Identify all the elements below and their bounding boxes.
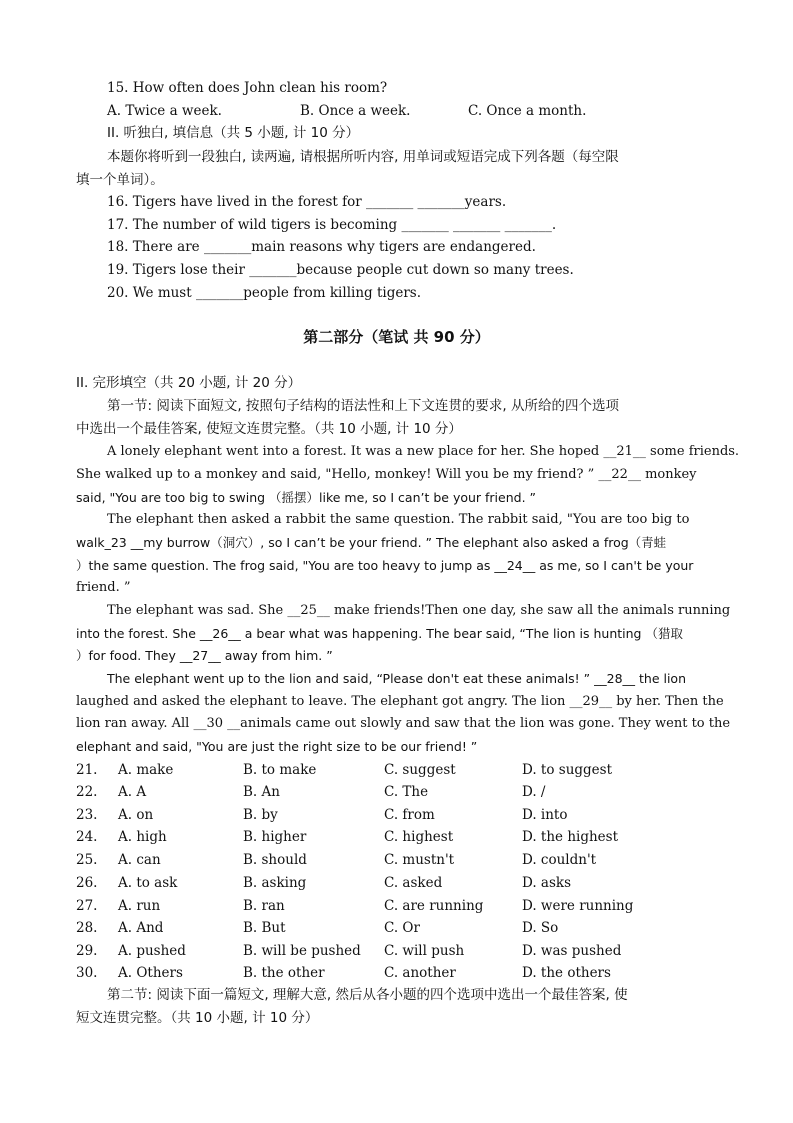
passage-line: A lonely elephant went into a forest. It was a new place for her. She hoped __21__ some friends. bbox=[107, 444, 740, 459]
cloze-option-b: B. should bbox=[243, 852, 307, 868]
passage-line: said, "You are too big to swing （摇摆）like me, so I can’t be your friend. ” bbox=[76, 490, 537, 505]
cloze-option-b: B. by bbox=[243, 807, 278, 823]
passage-line: ）the same question. The frog said, "You are too heavy to jump as __24__ as me, so I can't be your bbox=[76, 558, 694, 573]
blank-question-20: 20. We must _______people from killing tigers. bbox=[107, 285, 422, 301]
cloze-option-a: A. on bbox=[118, 807, 154, 823]
cloze-question-number: 28. bbox=[76, 920, 98, 936]
cloze-option-b: B. will be pushed bbox=[243, 943, 361, 959]
blank-question-16: 16. Tigers have lived in the forest for _______ _______years. bbox=[107, 194, 507, 210]
cloze-option-c: C. asked bbox=[384, 875, 443, 891]
cloze-option-b: B. higher bbox=[243, 829, 307, 845]
cloze-option-c: C. The bbox=[384, 784, 429, 800]
cloze-option-b: B. ran bbox=[243, 898, 285, 914]
passage-line: elephant and said, "You are just the right size to be our friend! ” bbox=[76, 739, 478, 754]
cloze-option-d: D. were running bbox=[522, 898, 634, 914]
cloze-option-a: A. can bbox=[118, 852, 161, 868]
passage-line: into the forest. She __26__ a bear what was happening. The bear said, “The lion is hunting （猎取 bbox=[76, 626, 683, 641]
cloze-option-a: A. A bbox=[118, 784, 147, 800]
passage-line: The elephant went up to the lion and said, “Please don't eat these animals! ” __28__ the lion bbox=[107, 671, 686, 686]
cloze-option-c: C. are running bbox=[384, 898, 484, 914]
passage-line: ）for food. They __27__ away from him. ” bbox=[76, 648, 333, 663]
cloze-option-d: D. was pushed bbox=[522, 943, 622, 959]
q15-option-a: A. Twice a week. bbox=[107, 103, 222, 119]
cloze-section1-instruction-cont: 中选出一个最佳答案, 使短文连贯完整。（共 10 小题, 计 10 分） bbox=[76, 421, 462, 437]
cloze-section2-instruction: 第二节: 阅读下面一篇短文, 理解大意, 然后从各小题的四个选项中选出一个最佳答案, 使 bbox=[107, 987, 628, 1003]
cloze-section1-instruction: 第一节: 阅读下面短文, 按照句子结构的语法性和上下文连贯的要求, 从所给的四个选项 bbox=[107, 398, 620, 414]
cloze-option-a: A. make bbox=[118, 762, 174, 778]
cloze-question-number: 30. bbox=[76, 965, 98, 981]
cloze-option-a: A. run bbox=[118, 898, 161, 914]
cloze-question-number: 26. bbox=[76, 875, 98, 891]
cloze-option-a: A. to ask bbox=[118, 875, 178, 891]
q15-option-b: B. Once a week. bbox=[300, 103, 411, 119]
listening-section2-instruction-cont: 填一个单词）。 bbox=[76, 172, 164, 188]
cloze-option-d: D. to suggest bbox=[522, 762, 613, 778]
cloze-option-c: C. highest bbox=[384, 829, 454, 845]
passage-line: The elephant then asked a rabbit the same question. The rabbit said, "You are too big to bbox=[107, 512, 690, 527]
cloze-question-number: 21. bbox=[76, 762, 98, 778]
passage-line: The elephant was sad. She __25__ make friends!Then one day, she saw all the animals running bbox=[107, 603, 731, 618]
cloze-option-d: D. couldn't bbox=[522, 852, 597, 868]
passage-line: friend. ” bbox=[76, 580, 131, 595]
blank-question-17: 17. The number of wild tigers is becoming _______ _______ _______. bbox=[107, 217, 557, 233]
cloze-section2-instruction-cont: 短文连贯完整。（共 10 小题, 计 10 分） bbox=[76, 1010, 319, 1026]
cloze-option-d: D. into bbox=[522, 807, 568, 823]
cloze-option-d: D. the highest bbox=[522, 829, 619, 845]
cloze-option-d: D. / bbox=[522, 784, 546, 800]
passage-line: laughed and asked the elephant to leave. The elephant got angry. The lion __29__ by her. Then the bbox=[76, 694, 724, 709]
listening-section2-instruction: 本题你将听到一段独白, 读两遍, 请根据所听内容, 用单词或短语完成下列各题（每空限 bbox=[107, 149, 619, 165]
cloze-option-c: C. Or bbox=[384, 920, 420, 936]
cloze-option-d: D. So bbox=[522, 920, 559, 936]
cloze-option-b: B. the other bbox=[243, 965, 325, 981]
q15-option-c: C. Once a month. bbox=[468, 103, 587, 119]
cloze-option-c: C. will push bbox=[384, 943, 465, 959]
cloze-question-number: 24. bbox=[76, 829, 98, 845]
cloze-option-d: D. the others bbox=[522, 965, 611, 981]
cloze-question-number: 25. bbox=[76, 852, 98, 868]
cloze-option-b: B. An bbox=[243, 784, 280, 800]
cloze-option-a: A. And bbox=[118, 920, 164, 936]
cloze-option-a: A. pushed bbox=[118, 943, 186, 959]
cloze-option-c: C. suggest bbox=[384, 762, 456, 778]
cloze-option-a: A. high bbox=[118, 829, 167, 845]
cloze-option-b: B. asking bbox=[243, 875, 307, 891]
cloze-option-c: C. from bbox=[384, 807, 435, 823]
cloze-option-a: A. Others bbox=[118, 965, 183, 981]
cloze-option-c: C. mustn't bbox=[384, 852, 455, 868]
passage-line: walk_23 __my burrow（洞穴）, so I can’t be your friend. ” The elephant also asked a frog（青蛙 bbox=[76, 535, 667, 550]
cloze-option-b: B. But bbox=[243, 920, 286, 936]
part2-title: 第二部分（笔试 共 90 分） bbox=[303, 328, 490, 346]
cloze-question-number: 27. bbox=[76, 898, 98, 914]
cloze-option-d: D. asks bbox=[522, 875, 572, 891]
blank-question-18: 18. There are _______main reasons why tigers are endangered. bbox=[107, 239, 536, 255]
cloze-question-number: 22. bbox=[76, 784, 98, 800]
blank-question-19: 19. Tigers lose their _______because people cut down so many trees. bbox=[107, 262, 574, 278]
passage-line: She walked up to a monkey and said, "Hello, monkey! Will you be my friend? ” __22__ monkey bbox=[76, 467, 697, 482]
listening-section2-heading: II. 听独白, 填信息（共 5 小题, 计 10 分） bbox=[107, 125, 360, 141]
question-15: 15. How often does John clean his room? bbox=[107, 80, 388, 96]
cloze-question-number: 23. bbox=[76, 807, 98, 823]
cloze-option-c: C. another bbox=[384, 965, 456, 981]
cloze-question-number: 29. bbox=[76, 943, 98, 959]
cloze-option-b: B. to make bbox=[243, 762, 317, 778]
cloze-heading: II. 完形填空（共 20 小题, 计 20 分） bbox=[76, 375, 302, 391]
passage-line: lion ran away. All __30 __animals came out slowly and saw that the lion was gone. They went to the bbox=[76, 716, 731, 731]
